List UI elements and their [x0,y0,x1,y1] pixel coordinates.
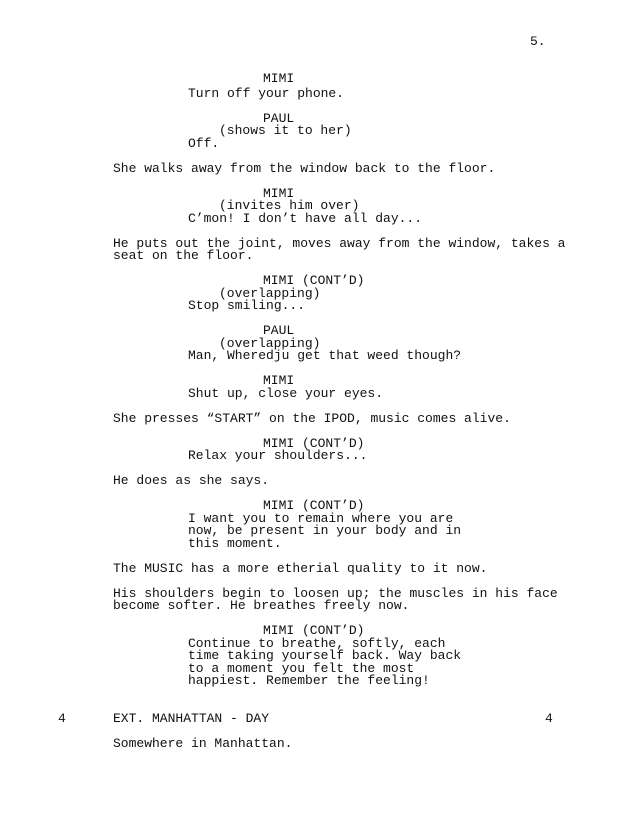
dialogue-line: time taking yourself back. Way back [188,648,462,663]
dialogue-line: Off. [188,136,220,151]
dialogue-line: to a moment you felt the most [188,661,415,676]
action-line: He puts out the joint, moves away from the window, takes a [113,236,566,251]
dialogue-line: now, be present in your body and in [188,523,462,538]
dialogue-line: Stop smiling... [188,298,306,313]
action-line: Somewhere in Manhattan. [113,736,293,751]
action-line: His shoulders begin to loosen up; the muscles in his face [113,586,558,601]
character-cue: MIMI (CONT’D) [263,436,365,451]
action-line: She presses “START” on the IPOD, music comes alive. [113,411,511,426]
scene-number-left: 4 [58,711,66,726]
character-cue: MIMI [263,373,295,388]
parenthetical: (overlapping) [219,286,321,301]
action-line: seat on the floor. [113,248,254,263]
character-cue: MIMI (CONT’D) [263,623,365,638]
dialogue-line: Man, Wheredju get that weed though? [188,348,462,363]
dialogue-line: happiest. Remember the feeling! [188,673,430,688]
character-cue: MIMI [263,71,295,86]
character-cue: PAUL [263,323,295,338]
character-cue: PAUL [263,111,295,126]
action-line: become softer. He breathes freely now. [113,598,410,613]
action-line: The MUSIC has a more etherial quality to it now. [113,561,488,576]
action-line: She walks away from the window back to the floor. [113,161,496,176]
dialogue-line: this moment. [188,536,282,551]
dialogue-line: C’mon! I don’t have all day... [188,211,423,226]
parenthetical: (shows it to her) [219,123,352,138]
character-cue: MIMI [263,186,295,201]
dialogue-line: I want you to remain where you are [188,511,454,526]
character-cue: MIMI (CONT’D) [263,498,365,513]
character-cue: MIMI (CONT’D) [263,273,365,288]
parenthetical: (invites him over) [219,198,360,213]
action-line: He does as she says. [113,473,270,488]
scene-heading: EXT. MANHATTAN - DAY [113,711,270,726]
dialogue-line: Shut up, close your eyes. [188,386,384,401]
parenthetical: (overlapping) [219,336,321,351]
dialogue-line: Turn off your phone. [188,86,345,101]
page-number: 5. [530,34,546,49]
dialogue-line: Relax your shoulders... [188,448,368,463]
dialogue-line: Continue to breathe, softly, each [188,636,446,651]
scene-number-right: 4 [545,711,553,726]
